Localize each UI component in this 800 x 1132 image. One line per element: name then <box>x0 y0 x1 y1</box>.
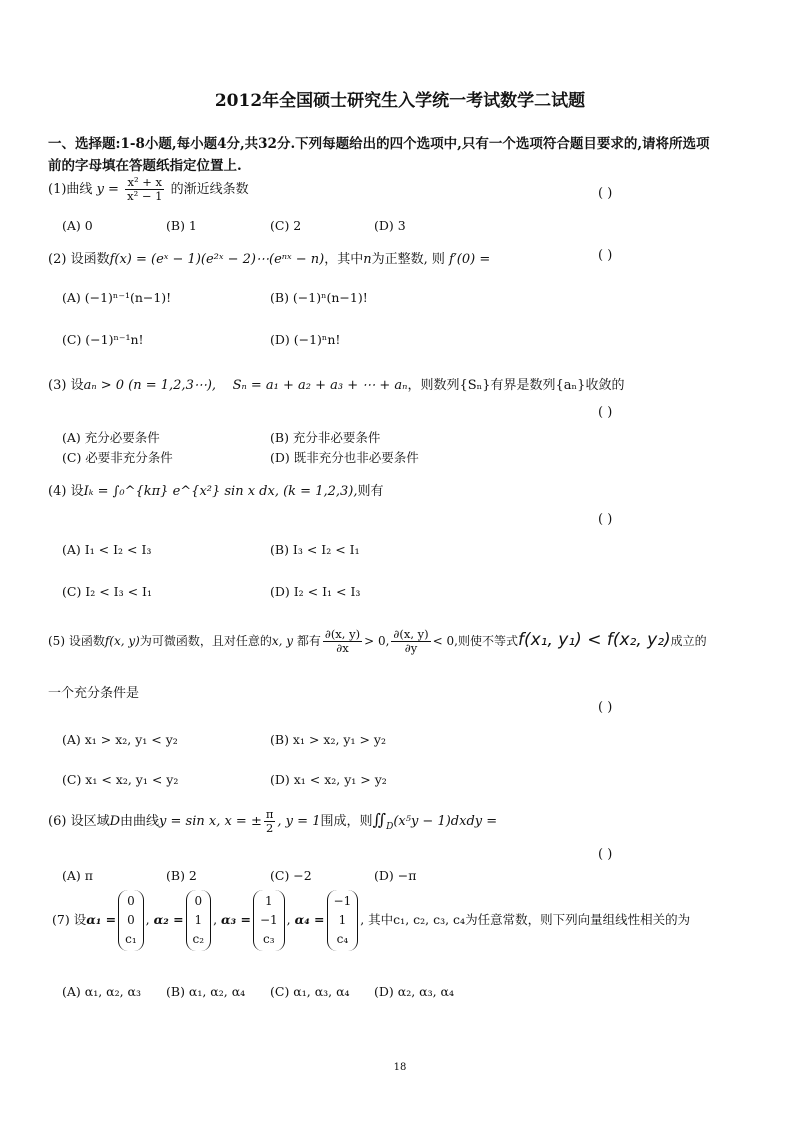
q2-option-a: (A) (−1)ⁿ⁻¹(n−1)! <box>62 290 172 305</box>
q6-answer-paren: ( ) <box>598 847 613 862</box>
q1-option-b: (B) 1 <box>166 218 197 233</box>
q5-gt: > 0, <box>364 634 390 649</box>
q6-pi: π <box>265 807 274 821</box>
q2-pre: 设函数 <box>70 252 110 267</box>
q1-pre: 曲线 <box>66 182 93 198</box>
q5-answer-paren: ( ) <box>598 700 613 715</box>
q2-post: 为正整数, 则 <box>371 252 445 267</box>
q1-y: y = <box>96 182 119 198</box>
q1-fraction <box>125 176 164 203</box>
q2-mid: ，其中 <box>324 252 364 267</box>
q7-alpha4-vector <box>327 890 359 951</box>
q6-pi-over-2 <box>264 808 276 835</box>
q6-mid2: 围成，则 <box>320 814 373 830</box>
q2-expr: f(x) = (eˣ − 1)(e²ˣ − 2)⋯(eⁿˣ − n) <box>109 252 325 267</box>
q5-partial-y-num: ∂(x, y) <box>393 627 429 641</box>
q7-alpha1-label: α₁ = <box>86 912 117 927</box>
q6-option-a: (A) π <box>62 868 93 883</box>
q5-partial-x-den: ∂x <box>336 641 349 656</box>
q6-integrand: (x⁵y − 1)dxdy = <box>393 814 498 830</box>
q3-option-d: (D) 既非充分也非必要条件 <box>270 450 419 465</box>
q5-f: f(x, y) <box>104 634 140 649</box>
q6-D: D <box>109 814 121 830</box>
q7-alpha4-entry-2: 1 <box>338 913 347 927</box>
q7-alpha1-entry-1: 0 <box>127 894 135 908</box>
q6-number: (6) <box>48 814 67 830</box>
q7-alpha2-entry-3: c₂ <box>192 932 205 946</box>
q7-alpha3-entry-3: c₃ <box>263 932 275 946</box>
q7-alpha4-entry-1: −1 <box>333 894 352 908</box>
q4-option-b: (B) I₃ < I₂ < I₁ <box>270 542 360 557</box>
q6-option-d: (D) −π <box>374 868 417 883</box>
q5-xy: x, y <box>271 634 294 649</box>
q5-mid3: 则使不等式 <box>457 634 518 649</box>
q5-number: (5) <box>48 634 65 649</box>
q3-post: ，则数列{Sₙ}有界是数列{aₙ}收敛的 <box>407 378 625 393</box>
q5-partial-y <box>391 628 430 655</box>
q7-post: , 其中c₁, c₂, c₃, c₄为任意常数，则下列向量组线性相关的为 <box>360 912 691 927</box>
q6-y1: , y = 1 <box>277 814 321 830</box>
q7-pre: 设 <box>73 912 87 927</box>
section-heading-line1: 一、选择题:1-8小题,每小题4分,共32分.下列每题给出的四个选项中,只有一个选项符合题目要求的,请将所选项 <box>48 136 710 152</box>
q4-option-c: (C) I₂ < I₃ < I₁ <box>62 584 152 599</box>
q6-integral-sub: D <box>386 821 394 832</box>
question-7: (7) 设α₁ = 0 0 c₁ , α₂ = 0 1 c₂ , α₃ = 1 −1 c₃ , α₄ = −1 1 c₄ , 其中c₁, c₂, c₃, c₄为任意常数，则下列向量组线性相关的为 <box>52 890 690 951</box>
q7-alpha2-entry-2: 1 <box>194 913 203 927</box>
q3-option-b: (B) 充分非必要条件 <box>270 430 381 445</box>
q7-option-b: (B) α₁, α₂, α₄ <box>166 984 246 999</box>
question-2 <box>48 248 490 267</box>
q1-option-a: (A) 0 <box>62 218 93 233</box>
q5-mid2: 都有 <box>296 634 321 649</box>
q3-option-c: (C) 必要非充分条件 <box>62 450 173 465</box>
question-4 <box>48 480 384 499</box>
q5-option-b: (B) x₁ > x₂, y₁ > y₂ <box>270 732 386 747</box>
q5-partial-x <box>323 628 362 655</box>
q5-post: 成立的 <box>670 634 707 649</box>
q4-option-d: (D) I₂ < I₁ < I₃ <box>270 584 361 599</box>
q3-answer-paren: ( ) <box>598 405 613 420</box>
q6-mid: 由曲线 <box>120 814 160 830</box>
question-6 <box>48 808 497 835</box>
q1-number: (1) <box>48 182 67 198</box>
q1-answer-paren: ( ) <box>598 186 613 201</box>
q7-alpha2-entry-1: 0 <box>194 894 203 908</box>
q6-double-integral: ∬ <box>372 810 387 830</box>
q1-numerator: x² + x <box>125 176 164 190</box>
q1-denominator: x² − 1 <box>127 189 163 204</box>
q1-option-d: (D) 3 <box>374 218 406 233</box>
q3-sum: Sₙ = a₁ + a₂ + a₃ + ⋯ + aₙ <box>232 378 408 393</box>
q7-alpha4-label: α₄ = <box>294 912 325 927</box>
q7-alpha4-entry-3: c₄ <box>336 932 349 946</box>
q7-alpha1-entry-3: c₁ <box>125 932 137 946</box>
q5-partial-y-den: ∂y <box>404 641 418 656</box>
q3-number: (3) <box>48 378 67 393</box>
q2-option-c: (C) (−1)ⁿ⁻¹n! <box>62 332 144 347</box>
q7-number: (7) <box>52 912 70 927</box>
q7-alpha1-entry-2: 0 <box>127 913 135 927</box>
q4-post: 则有 <box>357 484 384 499</box>
q7-alpha2-label: α₂ = <box>153 912 184 927</box>
q5-partial-x-num: ∂(x, y) <box>324 627 361 641</box>
q7-alpha3-vector <box>253 890 285 951</box>
question-3 <box>48 374 624 393</box>
q4-number: (4) <box>48 484 67 499</box>
page-number: 18 <box>393 1062 407 1073</box>
q5-inequality: f(x₁, y₁) < f(x₂, y₂) <box>517 630 671 651</box>
q4-pre: 设 <box>70 484 84 499</box>
q7-option-c: (C) α₁, α₃, α₄ <box>270 984 350 999</box>
q4-answer-paren: ( ) <box>598 512 613 527</box>
q5-mid1: 为可微函数，且对任意的 <box>139 634 272 649</box>
q2-answer-paren: ( ) <box>598 248 613 263</box>
question-5 <box>48 628 707 655</box>
q2-n: n <box>363 252 372 267</box>
q5-lt: < 0, <box>432 634 458 649</box>
page-title: 2012年全国硕士研究生入学统一考试数学二试题 <box>214 91 586 111</box>
q4-option-a: (A) I₁ < I₂ < I₃ <box>62 542 152 557</box>
q1-post: 的渐近线条数 <box>170 182 249 198</box>
q3-pre: 设 <box>70 378 84 393</box>
q6-two: 2 <box>265 821 274 836</box>
q5-option-d: (D) x₁ < x₂, y₁ > y₂ <box>270 772 387 787</box>
q7-option-d: (D) α₂, α₃, α₄ <box>374 984 454 999</box>
q5-pre: 设函数 <box>68 634 105 649</box>
q6-option-c: (C) −2 <box>270 868 312 883</box>
q2-fprime: f′(0) = <box>449 252 491 267</box>
question-1 <box>48 176 249 203</box>
q2-number: (2) <box>48 252 67 267</box>
q7-alpha3-entry-2: −1 <box>259 913 278 927</box>
q7-option-a: (A) α₁, α₂, α₃ <box>62 984 142 999</box>
q6-option-b: (B) 2 <box>166 868 197 883</box>
q5-option-c: (C) x₁ < x₂, y₁ < y₂ <box>62 772 179 787</box>
q4-expr: Iₖ = ∫₀^{kπ} e^{x²} sin x dx, (k = 1,2,3), <box>83 484 358 499</box>
q7-alpha3-entry-1: 1 <box>264 894 273 908</box>
q7-alpha2-vector <box>186 890 212 951</box>
q7-alpha1-vector <box>118 890 144 951</box>
q7-alpha3-label: α₃ = <box>221 912 251 927</box>
q2-option-b: (B) (−1)ⁿ(n−1)! <box>270 290 368 305</box>
q6-pre: 设区域 <box>70 814 110 830</box>
q2-option-d: (D) (−1)ⁿn! <box>270 332 341 347</box>
section-heading-line2: 前的字母填在答题纸指定位置上. <box>48 158 242 174</box>
q3-cond: aₙ > 0 (n = 1,2,3⋯), <box>83 378 217 393</box>
q6-curve: y = sin x, x = ± <box>159 814 262 830</box>
q1-option-c: (C) 2 <box>270 218 302 233</box>
q5-line2: 一个充分条件是 <box>48 686 140 701</box>
q3-option-a: (A) 充分必要条件 <box>62 430 160 445</box>
q5-option-a: (A) x₁ > x₂, y₁ < y₂ <box>62 732 178 747</box>
